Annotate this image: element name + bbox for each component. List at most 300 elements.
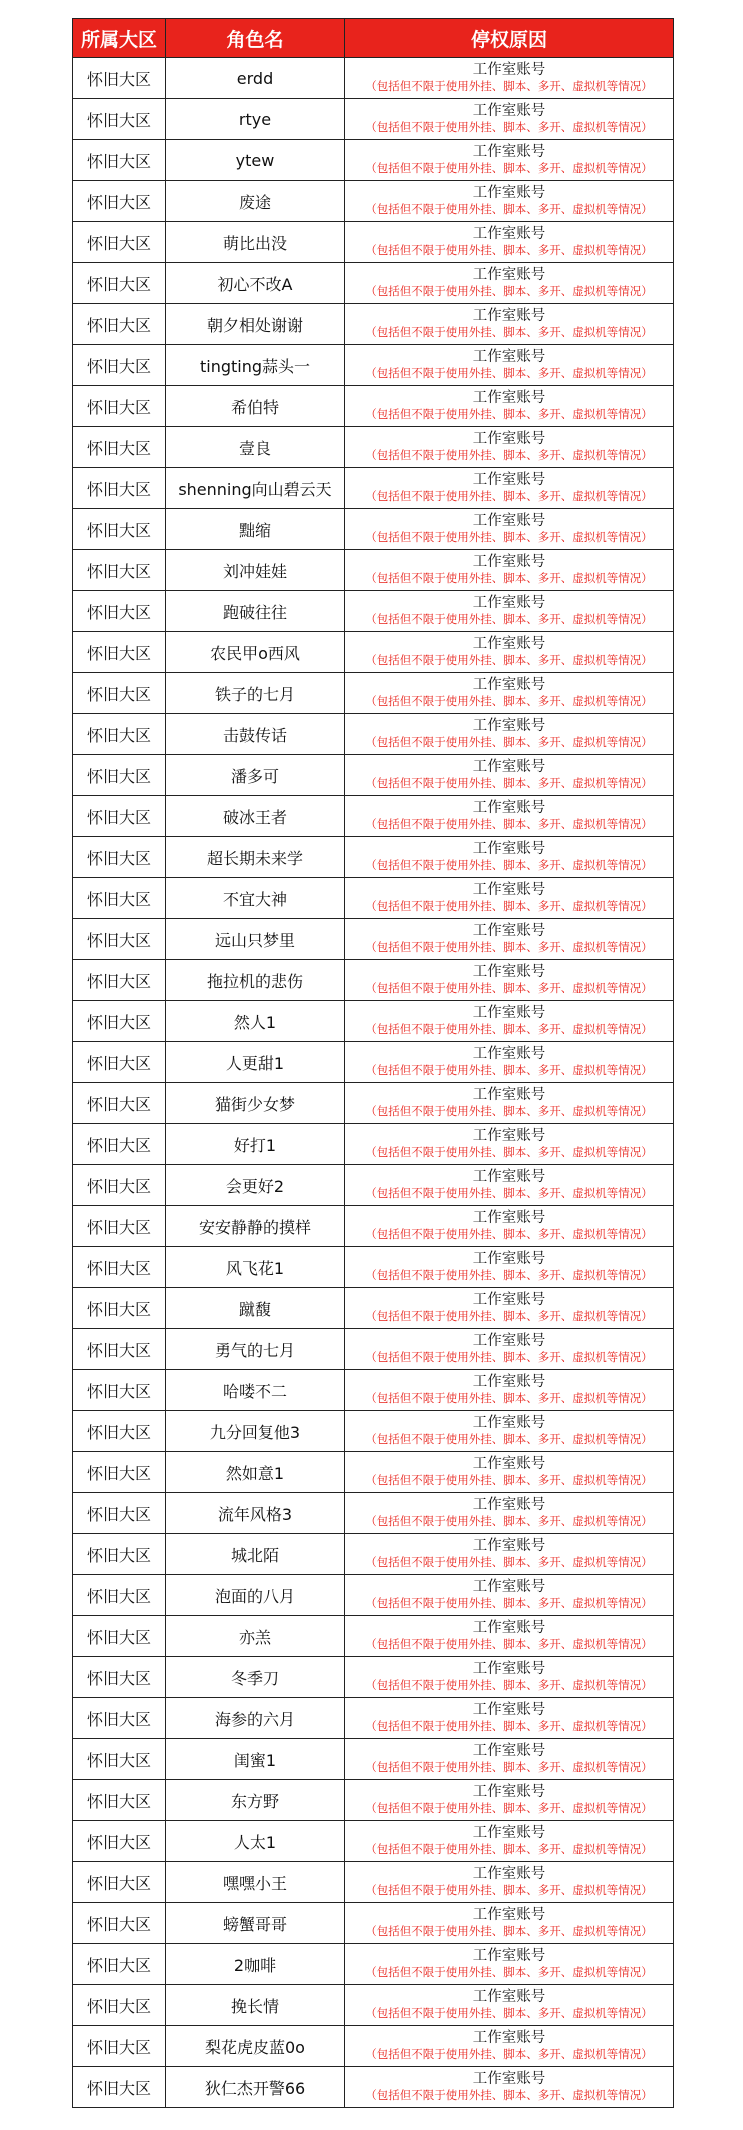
character-name-cell: 挽长情 bbox=[166, 1985, 345, 2026]
ban-reason-note: （包括但不限于使用外挂、脚本、多开、虚拟机等情况） bbox=[365, 325, 653, 339]
ban-reason-text: 工作室账号 bbox=[472, 1784, 546, 1800]
ban-reason-text: 工作室账号 bbox=[472, 1128, 546, 1144]
table-row bbox=[73, 632, 674, 673]
region-cell: 怀旧大区 bbox=[73, 1206, 166, 1247]
ban-reason-cell bbox=[345, 2026, 674, 2067]
ban-reason-cell bbox=[345, 1698, 674, 1739]
character-name-cell: 初心不改A bbox=[166, 263, 345, 304]
table-row bbox=[73, 386, 674, 427]
ban-reason-text: 工作室账号 bbox=[472, 226, 546, 242]
ban-reason-text: 工作室账号 bbox=[472, 1579, 546, 1595]
region-cell: 怀旧大区 bbox=[73, 181, 166, 222]
ban-reason-cell bbox=[345, 1985, 674, 2026]
region-cell: 怀旧大区 bbox=[73, 1616, 166, 1657]
ban-reason-cell bbox=[345, 1616, 674, 1657]
ban-reason-text: 工作室账号 bbox=[472, 1333, 546, 1349]
character-name-cell: 不宜大神 bbox=[166, 878, 345, 919]
table-row bbox=[73, 796, 674, 837]
ban-reason-note: （包括但不限于使用外挂、脚本、多开、虚拟机等情况） bbox=[365, 1514, 653, 1528]
ban-reason-cell bbox=[345, 345, 674, 386]
region-cell: 怀旧大区 bbox=[73, 1247, 166, 1288]
ban-reason-note: （包括但不限于使用外挂、脚本、多开、虚拟机等情况） bbox=[365, 1104, 653, 1118]
ban-reason-text: 工作室账号 bbox=[472, 2030, 546, 2046]
ban-reason-text: 工作室账号 bbox=[472, 923, 546, 939]
table-row bbox=[73, 222, 674, 263]
ban-reason-note: （包括但不限于使用外挂、脚本、多开、虚拟机等情况） bbox=[365, 1801, 653, 1815]
ban-reason-text: 工作室账号 bbox=[472, 308, 546, 324]
region-cell: 怀旧大区 bbox=[73, 1042, 166, 1083]
ban-reason-cell bbox=[345, 468, 674, 509]
ban-reason-cell bbox=[345, 1329, 674, 1370]
table-row bbox=[73, 1862, 674, 1903]
character-name-cell: 嘿嘿小王 bbox=[166, 1862, 345, 1903]
table-row bbox=[73, 1780, 674, 1821]
ban-reason-text: 工作室账号 bbox=[472, 636, 546, 652]
ban-reason-cell bbox=[345, 1452, 674, 1493]
character-name-cell: rtye bbox=[166, 99, 345, 140]
ban-reason-cell bbox=[345, 1575, 674, 1616]
ban-reason-cell bbox=[345, 1780, 674, 1821]
character-name-cell: 九分回复他3 bbox=[166, 1411, 345, 1452]
ban-reason-text: 工作室账号 bbox=[472, 800, 546, 816]
ban-reason-note: （包括但不限于使用外挂、脚本、多开、虚拟机等情况） bbox=[365, 1063, 653, 1077]
ban-reason-text: 工作室账号 bbox=[472, 1210, 546, 1226]
table-row bbox=[73, 1247, 674, 1288]
ban-reason-note: （包括但不限于使用外挂、脚本、多开、虚拟机等情况） bbox=[365, 366, 653, 380]
region-cell: 怀旧大区 bbox=[73, 1288, 166, 1329]
header-row bbox=[73, 19, 674, 58]
character-name-cell: 勇气的七月 bbox=[166, 1329, 345, 1370]
region-cell: 怀旧大区 bbox=[73, 960, 166, 1001]
ban-reason-text: 工作室账号 bbox=[472, 1374, 546, 1390]
ban-reason-text: 工作室账号 bbox=[472, 144, 546, 160]
table-row bbox=[73, 1575, 674, 1616]
region-cell: 怀旧大区 bbox=[73, 1944, 166, 1985]
ban-reason-cell bbox=[345, 755, 674, 796]
region-cell: 怀旧大区 bbox=[73, 1903, 166, 1944]
ban-reason-cell bbox=[345, 1411, 674, 1452]
region-cell: 怀旧大区 bbox=[73, 714, 166, 755]
region-cell: 怀旧大区 bbox=[73, 509, 166, 550]
ban-reason-text: 工作室账号 bbox=[472, 1292, 546, 1308]
ban-reason-note: （包括但不限于使用外挂、脚本、多开、虚拟机等情况） bbox=[365, 1350, 653, 1364]
character-name-cell: 壹良 bbox=[166, 427, 345, 468]
table-row bbox=[73, 1657, 674, 1698]
region-cell: 怀旧大区 bbox=[73, 1534, 166, 1575]
ban-reason-cell bbox=[345, 960, 674, 1001]
table-row bbox=[73, 550, 674, 591]
table-row bbox=[73, 837, 674, 878]
region-cell: 怀旧大区 bbox=[73, 1329, 166, 1370]
region-cell: 怀旧大区 bbox=[73, 1493, 166, 1534]
ban-reason-text: 工作室账号 bbox=[472, 1251, 546, 1267]
table-row bbox=[73, 878, 674, 919]
ban-reason-text: 工作室账号 bbox=[472, 1948, 546, 1964]
table-row bbox=[73, 263, 674, 304]
region-cell: 怀旧大区 bbox=[73, 427, 166, 468]
region-cell: 怀旧大区 bbox=[73, 222, 166, 263]
ban-reason-note: （包括但不限于使用外挂、脚本、多开、虚拟机等情况） bbox=[365, 120, 653, 134]
ban-reason-text: 工作室账号 bbox=[472, 267, 546, 283]
region-cell: 怀旧大区 bbox=[73, 1985, 166, 2026]
character-name-cell: 铁子的七月 bbox=[166, 673, 345, 714]
table-row bbox=[73, 1821, 674, 1862]
ban-reason-note: （包括但不限于使用外挂、脚本、多开、虚拟机等情况） bbox=[365, 1637, 653, 1651]
ban-reason-text: 工作室账号 bbox=[472, 513, 546, 529]
character-name-cell: 超长期未来学 bbox=[166, 837, 345, 878]
character-name-cell: 人更甜1 bbox=[166, 1042, 345, 1083]
region-cell: 怀旧大区 bbox=[73, 99, 166, 140]
ban-reason-note: （包括但不限于使用外挂、脚本、多开、虚拟机等情况） bbox=[365, 1186, 653, 1200]
ban-reason-cell bbox=[345, 1944, 674, 1985]
ban-list-table bbox=[72, 18, 674, 2108]
ban-reason-note: （包括但不限于使用外挂、脚本、多开、虚拟机等情况） bbox=[365, 202, 653, 216]
character-name-cell: 希伯特 bbox=[166, 386, 345, 427]
table-row bbox=[73, 1698, 674, 1739]
character-name-cell: 东方野 bbox=[166, 1780, 345, 1821]
ban-reason-text: 工作室账号 bbox=[472, 1046, 546, 1062]
character-name-cell: 闺蜜1 bbox=[166, 1739, 345, 1780]
ban-reason-note: （包括但不限于使用外挂、脚本、多开、虚拟机等情况） bbox=[365, 1596, 653, 1610]
region-cell: 怀旧大区 bbox=[73, 345, 166, 386]
table-row bbox=[73, 1206, 674, 1247]
ban-reason-text: 工作室账号 bbox=[472, 1907, 546, 1923]
table-row bbox=[73, 1083, 674, 1124]
character-name-cell: 好打1 bbox=[166, 1124, 345, 1165]
character-name-cell: 刘冲娃娃 bbox=[166, 550, 345, 591]
ban-reason-note: （包括但不限于使用外挂、脚本、多开、虚拟机等情况） bbox=[365, 981, 653, 995]
region-cell: 怀旧大区 bbox=[73, 1657, 166, 1698]
table-row bbox=[73, 1411, 674, 1452]
ban-reason-text: 工作室账号 bbox=[472, 1005, 546, 1021]
table-row bbox=[73, 1903, 674, 1944]
ban-reason-text: 工作室账号 bbox=[472, 1456, 546, 1472]
ban-reason-cell bbox=[345, 1206, 674, 1247]
table-row bbox=[73, 1452, 674, 1493]
header-character-name: 角色名 bbox=[166, 19, 345, 58]
character-name-cell: 拖拉机的悲伤 bbox=[166, 960, 345, 1001]
ban-reason-note: （包括但不限于使用外挂、脚本、多开、虚拟机等情况） bbox=[365, 1924, 653, 1938]
table-row bbox=[73, 960, 674, 1001]
region-cell: 怀旧大区 bbox=[73, 1575, 166, 1616]
character-name-cell: 风飞花1 bbox=[166, 1247, 345, 1288]
region-cell: 怀旧大区 bbox=[73, 263, 166, 304]
region-cell: 怀旧大区 bbox=[73, 755, 166, 796]
character-name-cell: 跑破往往 bbox=[166, 591, 345, 632]
table-row bbox=[73, 755, 674, 796]
ban-reason-note: （包括但不限于使用外挂、脚本、多开、虚拟机等情况） bbox=[365, 1555, 653, 1569]
ban-reason-cell bbox=[345, 919, 674, 960]
ban-reason-cell bbox=[345, 386, 674, 427]
ban-reason-cell bbox=[345, 140, 674, 181]
character-name-cell: 螃蟹哥哥 bbox=[166, 1903, 345, 1944]
ban-reason-note: （包括但不限于使用外挂、脚本、多开、虚拟机等情况） bbox=[365, 1227, 653, 1241]
region-cell: 怀旧大区 bbox=[73, 1124, 166, 1165]
ban-reason-text: 工作室账号 bbox=[472, 718, 546, 734]
ban-reason-cell bbox=[345, 878, 674, 919]
region-cell: 怀旧大区 bbox=[73, 1862, 166, 1903]
ban-reason-note: （包括但不限于使用外挂、脚本、多开、虚拟机等情况） bbox=[365, 1760, 653, 1774]
table-row bbox=[73, 1124, 674, 1165]
ban-reason-note: （包括但不限于使用外挂、脚本、多开、虚拟机等情况） bbox=[365, 1432, 653, 1446]
ban-reason-note: （包括但不限于使用外挂、脚本、多开、虚拟机等情况） bbox=[365, 1883, 653, 1897]
region-cell: 怀旧大区 bbox=[73, 1001, 166, 1042]
ban-reason-cell bbox=[345, 1657, 674, 1698]
ban-reason-cell bbox=[345, 1288, 674, 1329]
region-cell: 怀旧大区 bbox=[73, 1411, 166, 1452]
ban-reason-text: 工作室账号 bbox=[472, 103, 546, 119]
ban-reason-text: 工作室账号 bbox=[472, 1989, 546, 2005]
table-header bbox=[73, 19, 674, 58]
ban-reason-note: （包括但不限于使用外挂、脚本、多开、虚拟机等情况） bbox=[365, 448, 653, 462]
ban-reason-cell bbox=[345, 1165, 674, 1206]
ban-reason-cell bbox=[345, 1083, 674, 1124]
ban-reason-cell bbox=[345, 1042, 674, 1083]
character-name-cell: 安安静静的摸样 bbox=[166, 1206, 345, 1247]
region-cell: 怀旧大区 bbox=[73, 919, 166, 960]
character-name-cell: 然如意1 bbox=[166, 1452, 345, 1493]
character-name-cell: erdd bbox=[166, 58, 345, 99]
character-name-cell: 会更好2 bbox=[166, 1165, 345, 1206]
character-name-cell: 冬季刀 bbox=[166, 1657, 345, 1698]
ban-reason-cell bbox=[345, 1739, 674, 1780]
table-row bbox=[73, 1534, 674, 1575]
character-name-cell: ytew bbox=[166, 140, 345, 181]
ban-reason-text: 工作室账号 bbox=[472, 472, 546, 488]
ban-reason-cell bbox=[345, 1534, 674, 1575]
table-row bbox=[73, 58, 674, 99]
character-name-cell: 流年风格3 bbox=[166, 1493, 345, 1534]
character-name-cell: shenning向山碧云天 bbox=[166, 468, 345, 509]
character-name-cell: 人太1 bbox=[166, 1821, 345, 1862]
ban-reason-cell bbox=[345, 1493, 674, 1534]
ban-reason-note: （包括但不限于使用外挂、脚本、多开、虚拟机等情况） bbox=[365, 1145, 653, 1159]
ban-reason-cell bbox=[345, 550, 674, 591]
ban-reason-note: （包括但不限于使用外挂、脚本、多开、虚拟机等情况） bbox=[365, 858, 653, 872]
ban-reason-text: 工作室账号 bbox=[472, 185, 546, 201]
region-cell: 怀旧大区 bbox=[73, 140, 166, 181]
region-cell: 怀旧大区 bbox=[73, 304, 166, 345]
ban-reason-note: （包括但不限于使用外挂、脚本、多开、虚拟机等情况） bbox=[365, 2006, 653, 2020]
ban-reason-note: （包括但不限于使用外挂、脚本、多开、虚拟机等情况） bbox=[365, 1678, 653, 1692]
region-cell: 怀旧大区 bbox=[73, 1821, 166, 1862]
ban-reason-text: 工作室账号 bbox=[472, 554, 546, 570]
table-row bbox=[73, 1001, 674, 1042]
ban-reason-text: 工作室账号 bbox=[472, 1620, 546, 1636]
table-row bbox=[73, 591, 674, 632]
ban-reason-note: （包括但不限于使用外挂、脚本、多开、虚拟机等情况） bbox=[365, 489, 653, 503]
ban-reason-note: （包括但不限于使用外挂、脚本、多开、虚拟机等情况） bbox=[365, 1842, 653, 1856]
ban-reason-text: 工作室账号 bbox=[472, 1702, 546, 1718]
table-row bbox=[73, 99, 674, 140]
region-cell: 怀旧大区 bbox=[73, 673, 166, 714]
character-name-cell: 远山只梦里 bbox=[166, 919, 345, 960]
table-row bbox=[73, 1616, 674, 1657]
table-row bbox=[73, 345, 674, 386]
ban-reason-cell bbox=[345, 99, 674, 140]
region-cell: 怀旧大区 bbox=[73, 58, 166, 99]
region-cell: 怀旧大区 bbox=[73, 468, 166, 509]
character-name-cell: 击鼓传话 bbox=[166, 714, 345, 755]
character-name-cell: 猫街少女梦 bbox=[166, 1083, 345, 1124]
ban-reason-note: （包括但不限于使用外挂、脚本、多开、虚拟机等情况） bbox=[365, 284, 653, 298]
ban-reason-text: 工作室账号 bbox=[472, 1497, 546, 1513]
table-row bbox=[73, 140, 674, 181]
region-cell: 怀旧大区 bbox=[73, 632, 166, 673]
ban-reason-note: （包括但不限于使用外挂、脚本、多开、虚拟机等情况） bbox=[365, 1268, 653, 1282]
table-row bbox=[73, 1165, 674, 1206]
ban-reason-note: （包括但不限于使用外挂、脚本、多开、虚拟机等情况） bbox=[365, 1719, 653, 1733]
ban-reason-note: （包括但不限于使用外挂、脚本、多开、虚拟机等情况） bbox=[365, 776, 653, 790]
region-cell: 怀旧大区 bbox=[73, 1739, 166, 1780]
ban-reason-text: 工作室账号 bbox=[472, 841, 546, 857]
region-cell: 怀旧大区 bbox=[73, 1370, 166, 1411]
table-row bbox=[73, 509, 674, 550]
ban-reason-cell bbox=[345, 222, 674, 263]
ban-reason-cell bbox=[345, 58, 674, 99]
ban-reason-cell bbox=[345, 1903, 674, 1944]
ban-reason-text: 工作室账号 bbox=[472, 2071, 546, 2087]
table-row bbox=[73, 2067, 674, 2108]
character-name-cell: tingting蒜头一 bbox=[166, 345, 345, 386]
character-name-cell: 破冰王者 bbox=[166, 796, 345, 837]
table-row bbox=[73, 714, 674, 755]
ban-reason-cell bbox=[345, 509, 674, 550]
ban-reason-cell bbox=[345, 1001, 674, 1042]
ban-reason-cell bbox=[345, 181, 674, 222]
ban-reason-note: （包括但不限于使用外挂、脚本、多开、虚拟机等情况） bbox=[365, 735, 653, 749]
ban-reason-note: （包括但不限于使用外挂、脚本、多开、虚拟机等情况） bbox=[365, 2088, 653, 2102]
region-cell: 怀旧大区 bbox=[73, 2026, 166, 2067]
ban-reason-cell bbox=[345, 1862, 674, 1903]
ban-reason-cell bbox=[345, 837, 674, 878]
ban-reason-text: 工作室账号 bbox=[472, 1661, 546, 1677]
ban-reason-text: 工作室账号 bbox=[472, 1743, 546, 1759]
ban-reason-note: （包括但不限于使用外挂、脚本、多开、虚拟机等情况） bbox=[365, 1022, 653, 1036]
region-cell: 怀旧大区 bbox=[73, 1780, 166, 1821]
ban-reason-cell bbox=[345, 304, 674, 345]
region-cell: 怀旧大区 bbox=[73, 591, 166, 632]
ban-reason-text: 工作室账号 bbox=[472, 1087, 546, 1103]
ban-reason-text: 工作室账号 bbox=[472, 1866, 546, 1882]
ban-reason-note: （包括但不限于使用外挂、脚本、多开、虚拟机等情况） bbox=[365, 2047, 653, 2061]
region-cell: 怀旧大区 bbox=[73, 1452, 166, 1493]
region-cell: 怀旧大区 bbox=[73, 796, 166, 837]
ban-reason-text: 工作室账号 bbox=[472, 390, 546, 406]
ban-reason-cell bbox=[345, 796, 674, 837]
ban-reason-note: （包括但不限于使用外挂、脚本、多开、虚拟机等情况） bbox=[365, 694, 653, 708]
header-ban-reason: 停权原因 bbox=[345, 19, 674, 58]
table-row bbox=[73, 304, 674, 345]
ban-reason-note: （包括但不限于使用外挂、脚本、多开、虚拟机等情况） bbox=[365, 899, 653, 913]
region-cell: 怀旧大区 bbox=[73, 386, 166, 427]
ban-reason-cell bbox=[345, 1124, 674, 1165]
table-row bbox=[73, 468, 674, 509]
ban-reason-cell bbox=[345, 2067, 674, 2108]
ban-reason-text: 工作室账号 bbox=[472, 964, 546, 980]
ban-reason-text: 工作室账号 bbox=[472, 62, 546, 78]
ban-reason-note: （包括但不限于使用外挂、脚本、多开、虚拟机等情况） bbox=[365, 530, 653, 544]
ban-reason-note: （包括但不限于使用外挂、脚本、多开、虚拟机等情况） bbox=[365, 612, 653, 626]
table-row bbox=[73, 919, 674, 960]
ban-reason-text: 工作室账号 bbox=[472, 1825, 546, 1841]
character-name-cell: 然人1 bbox=[166, 1001, 345, 1042]
ban-reason-note: （包括但不限于使用外挂、脚本、多开、虚拟机等情况） bbox=[365, 653, 653, 667]
character-name-cell: 萌比出没 bbox=[166, 222, 345, 263]
character-name-cell: 狄仁杰开警66 bbox=[166, 2067, 345, 2108]
table-row bbox=[73, 181, 674, 222]
table-row bbox=[73, 1329, 674, 1370]
region-cell: 怀旧大区 bbox=[73, 550, 166, 591]
character-name-cell: 农民甲o西风 bbox=[166, 632, 345, 673]
ban-reason-note: （包括但不限于使用外挂、脚本、多开、虚拟机等情况） bbox=[365, 571, 653, 585]
ban-reason-text: 工作室账号 bbox=[472, 431, 546, 447]
header-region: 所属大区 bbox=[73, 19, 166, 58]
ban-reason-cell bbox=[345, 591, 674, 632]
ban-reason-text: 工作室账号 bbox=[472, 595, 546, 611]
character-name-cell: 潘多可 bbox=[166, 755, 345, 796]
table-row bbox=[73, 673, 674, 714]
ban-reason-cell bbox=[345, 1247, 674, 1288]
ban-reason-cell bbox=[345, 1370, 674, 1411]
character-name-cell: 黜缩 bbox=[166, 509, 345, 550]
character-name-cell: 废途 bbox=[166, 181, 345, 222]
ban-reason-note: （包括但不限于使用外挂、脚本、多开、虚拟机等情况） bbox=[365, 79, 653, 93]
region-cell: 怀旧大区 bbox=[73, 2067, 166, 2108]
character-name-cell: 2咖啡 bbox=[166, 1944, 345, 1985]
table-row bbox=[73, 1370, 674, 1411]
region-cell: 怀旧大区 bbox=[73, 1083, 166, 1124]
ban-reason-text: 工作室账号 bbox=[472, 349, 546, 365]
table-row bbox=[73, 1739, 674, 1780]
ban-reason-note: （包括但不限于使用外挂、脚本、多开、虚拟机等情况） bbox=[365, 940, 653, 954]
table-row bbox=[73, 1042, 674, 1083]
ban-reason-note: （包括但不限于使用外挂、脚本、多开、虚拟机等情况） bbox=[365, 243, 653, 257]
character-name-cell: 蹴馥 bbox=[166, 1288, 345, 1329]
table-row bbox=[73, 1944, 674, 1985]
ban-reason-text: 工作室账号 bbox=[472, 1415, 546, 1431]
character-name-cell: 海参的六月 bbox=[166, 1698, 345, 1739]
region-cell: 怀旧大区 bbox=[73, 1698, 166, 1739]
table-row bbox=[73, 2026, 674, 2067]
ban-reason-note: （包括但不限于使用外挂、脚本、多开、虚拟机等情况） bbox=[365, 817, 653, 831]
ban-reason-text: 工作室账号 bbox=[472, 1169, 546, 1185]
table-row bbox=[73, 427, 674, 468]
ban-reason-text: 工作室账号 bbox=[472, 1538, 546, 1554]
region-cell: 怀旧大区 bbox=[73, 878, 166, 919]
ban-reason-note: （包括但不限于使用外挂、脚本、多开、虚拟机等情况） bbox=[365, 161, 653, 175]
table-body bbox=[73, 58, 674, 2108]
region-cell: 怀旧大区 bbox=[73, 837, 166, 878]
ban-reason-note: （包括但不限于使用外挂、脚本、多开、虚拟机等情况） bbox=[365, 1309, 653, 1323]
ban-reason-text: 工作室账号 bbox=[472, 882, 546, 898]
ban-reason-note: （包括但不限于使用外挂、脚本、多开、虚拟机等情况） bbox=[365, 1391, 653, 1405]
region-cell: 怀旧大区 bbox=[73, 1165, 166, 1206]
character-name-cell: 哈喽不二 bbox=[166, 1370, 345, 1411]
character-name-cell: 城北陌 bbox=[166, 1534, 345, 1575]
ban-reason-note: （包括但不限于使用外挂、脚本、多开、虚拟机等情况） bbox=[365, 1965, 653, 1979]
ban-reason-cell bbox=[345, 427, 674, 468]
ban-reason-cell bbox=[345, 714, 674, 755]
ban-reason-cell bbox=[345, 632, 674, 673]
table-row bbox=[73, 1493, 674, 1534]
ban-reason-note: （包括但不限于使用外挂、脚本、多开、虚拟机等情况） bbox=[365, 1473, 653, 1487]
table-row bbox=[73, 1985, 674, 2026]
ban-reason-text: 工作室账号 bbox=[472, 677, 546, 693]
character-name-cell: 亦羔 bbox=[166, 1616, 345, 1657]
ban-reason-cell bbox=[345, 263, 674, 304]
ban-reason-text: 工作室账号 bbox=[472, 759, 546, 775]
